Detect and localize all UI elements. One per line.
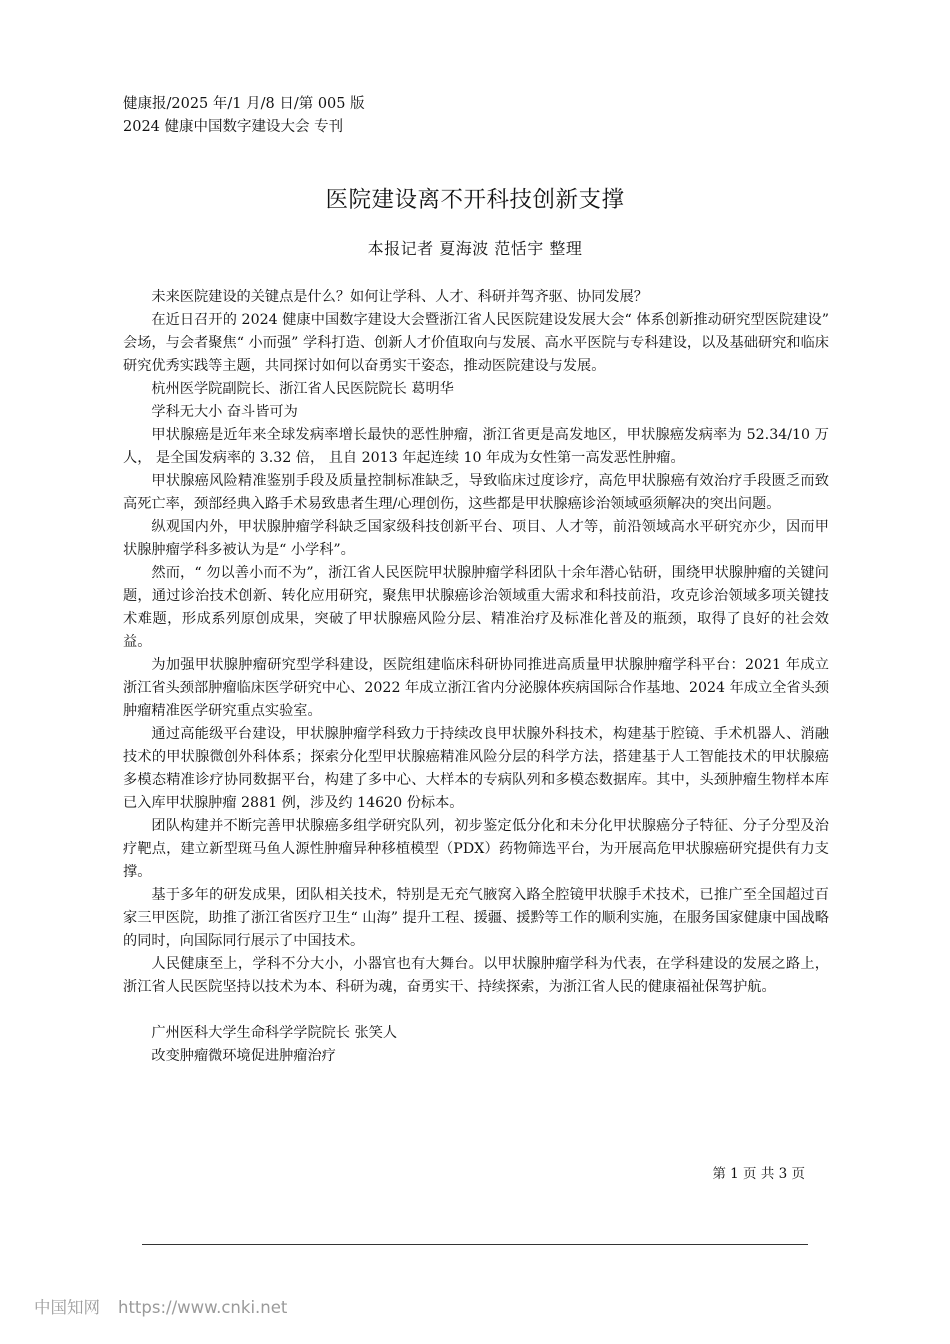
article-byline: 本报记者 夏海波 范恬宇 整理 (367, 239, 583, 258)
page-number: 第 1 页 共 3 页 (712, 1166, 805, 1182)
paragraph: 为加强甲状腺肿瘤研究型学科建设，医院组建临床科研协同推进高质量甲状腺肿瘤学科平台：2021 年成立浙江省头颈部肿瘤临床医学研究中心、2022 年成立浙江省内分泌腺体疾病国际合作基地、2024 年成立全省头颈肿瘤精准医学研究重点实验室。 (123, 657, 829, 719)
section-subtitle: 学科无大小 奋斗皆可为 (151, 404, 298, 420)
paragraph: 甲状腺癌是近年来全球发病率增长最快的恶性肿瘤，浙江省更是高发地区，甲状腺癌发病率为 52.34/10 万人， 是全国发病率的 3.32 倍， 且自 2013 年起连续 10 年成为女性第一高发恶性肿瘤。 (123, 427, 829, 466)
paragraph: 在近日召开的 2024 健康中国数字建设大会暨浙江省人民医院建设发展大会“ 体系创新推动研究型医院建设” 会场，与会者聚焦“ 小而强” 学科打造、创新人才价值取向与发展、高水平医院与专科建设，以及基础研究和临床研究优秀实践等主题，共同探讨如何以奋勇实干姿态，推动医院建设与发展。 (123, 312, 829, 374)
article-title: 医院建设离不开科技创新支撑 (325, 187, 625, 213)
section-subtitle: 改变肿瘤微环境促进肿瘤治疗 (151, 1048, 336, 1064)
footer-divider (142, 1244, 808, 1245)
paragraph: 甲状腺癌风险精准鉴别手段及质量控制标准缺乏，导致临床过度诊疗，高危甲状腺癌有效治疗手段匮乏而致高死亡率，颈部经典入路手术易致患者生理/心理创伤，这些都是甲状腺癌诊治领域亟须解决的突出问题。 (123, 473, 829, 512)
watermark-brand: 中国知网 (34, 1298, 100, 1317)
speaker-affiliation: 广州医科大学生命科学学院院长 张笑人 (151, 1025, 398, 1041)
paragraph: 基于多年的研发成果，团队相关技术，特别是无充气腋窝入路全腔镜甲状腺手术技术，已推广至全国超过百家三甲医院，助推了浙江省医疗卫生“ 山海” 提升工程、援疆、援黔等工作的顺利实施，在服务国家健康中国战略的同时，向国际同行展示了中国技术。 (123, 887, 829, 949)
source-citation: 健康报/2025 年/1 月/8 日/第 005 版 2024 健康中国数字建设大会 专刊 (123, 96, 365, 135)
paragraph: 未来医院建设的关键点是什么？如何让学科、人才、科研并驾齐驱、协同发展？ (151, 289, 648, 305)
watermark-url: https://www.cnki.net (118, 1298, 288, 1317)
paragraph: 人民健康至上，学科不分大小，小器官也有大舞台。以甲状腺肿瘤学科为代表，在学科建设的发展之路上，浙江省人民医院坚持以技术为本、科研为魂，奋勇实干、持续探索，为浙江省人民的健康福祉保驾护航。 (123, 956, 829, 995)
article-body (123, 286, 829, 1068)
paragraph: 通过高能级平台建设，甲状腺肿瘤学科致力于持续改良甲状腺外科技术，构建基于腔镜、手术机器人、消融技术的甲状腺微创外科体系；探索分化型甲状腺癌精准风险分层的科学方法，搭建基于人工智能技术的甲状腺癌多模态精准诊疗协同数据平台，构建了多中心、大样本的专病队列和多模态数据库。其中，头颈肿瘤生物样本库已入库甲状腺肿瘤 2881 例，涉及约 14620 份标本。 (123, 726, 829, 811)
watermark (34, 1294, 287, 1318)
paragraph: 纵观国内外，甲状腺肿瘤学科缺乏国家级科技创新平台、项目、人才等，前沿领域高水平研究亦少，因而甲状腺肿瘤学科多被认为是“ 小学科”。 (123, 519, 829, 558)
paragraph: 团队构建并不断完善甲状腺癌多组学研究队列，初步鉴定低分化和未分化甲状腺癌分子特征、分子分型及治疗靶点，建立新型斑马鱼人源性肿瘤异种移植模型（PDX）药物筛选平台，为开展高危甲状腺癌研究提供有力支撑。 (123, 818, 829, 880)
speaker-affiliation: 杭州医学院副院长、浙江省人民医院院长 葛明华 (151, 381, 454, 397)
paragraph: 然而，“ 勿以善小而不为”，浙江省人民医院甲状腺肿瘤学科团队十余年潜心钻研，围绕甲状腺肿瘤的关键问题，通过诊治技术创新、转化应用研究，聚焦甲状腺癌诊治领域重大需求和科技前沿，攻克诊治领域多项关键技术难题，形成系列原创成果，突破了甲状腺癌风险分层、精准治疗及标准化普及的瓶颈，取得了良好的社会效益。 (123, 565, 829, 650)
